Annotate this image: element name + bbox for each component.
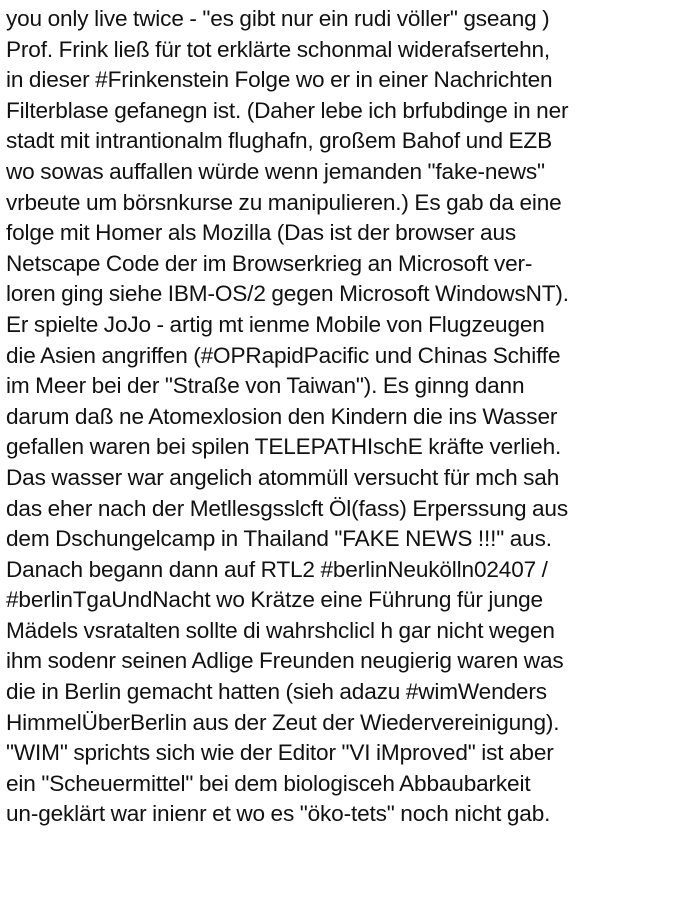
text-block [6,4,682,830]
text-line: ihm sodenr seinen Adlige Freunden neugierig waren was [6,648,564,674]
text-line: you only live twice - "es gibt nur ein rudi völler" gseang ) [6,6,550,31]
text-line: die Asien angriffen (#OPRapidPacific und Chinas Schiffe [6,342,561,368]
text-line: Prof. Frink ließ für tot erklärte schonmal widerafsertehn, [6,36,551,62]
text-line: Mädels vsratalten sollte di wahrshclicl h gar nicht wegen [6,617,555,643]
text-line: das eher nach der Metllesgsslcft Öl(fass) Erperssung aus [6,495,568,521]
text-line: vrbeute um börsnkurse zu manipulieren.) Es gab da eine [6,189,562,215]
text-line: folge mit Homer als Mozilla (Das ist der browser aus [6,220,517,246]
text-line: loren ging siehe IBM-OS/2 gegen Microsoft WindowsNT). [6,281,569,307]
text-line: Danach begann dann auf RTL2 #berlinNeukölln02407 / [6,556,548,582]
text-line: "WIM" sprichts sich wie der Editor "VI iMproved" ist aber [6,740,554,766]
text-line: #berlinTgaUndNacht wo Krätze eine Führung für junge [6,587,543,613]
text-line: Filterblase gefanegn ist. (Daher lebe ich brfubdinge in ner [6,97,569,123]
text-line: Das wasser war angelich atommüll versucht für mch sah [6,464,560,490]
text-line: un-geklärt war inienr et wo es "öko-tets" noch nicht gab. [6,801,551,827]
text-line: gefallen waren bei spilen TELEPATHIschE kräfte verlieh. [6,434,562,460]
text-line: stadt mit intrantionalm flughafn, großem Bahof und EZB [6,128,552,154]
text-line: darum daß ne Atomexlosion den Kindern die ins Wasser [6,403,558,429]
text-line: Netscape Code der im Browserkrieg an Microsoft ver- [6,250,533,276]
text-line: dem Dschungelcamp in Thailand "FAKE NEWS !!!" aus. [6,526,552,552]
text-line: in dieser #Frinkenstein Folge wo er in einer Nachrichten [6,67,553,93]
text-line: im Meer bei der "Straße von Taiwan"). Es ginng dann [6,373,525,399]
text-line: HimmelÜberBerlin aus der Zeut der Wiedervereinigung). [6,709,560,735]
text-line: ein "Scheuermittel" bei dem biologisceh Abbaubarkeit [6,770,531,796]
text-line: wo sowas auffallen würde wenn jemanden "fake-news" [6,158,545,184]
text-line: die in Berlin gemacht hatten (sieh adazu #wimWenders [6,679,547,705]
text-line: Er spielte JoJo - artig mt ienme Mobile von Flugzeugen [6,311,545,337]
